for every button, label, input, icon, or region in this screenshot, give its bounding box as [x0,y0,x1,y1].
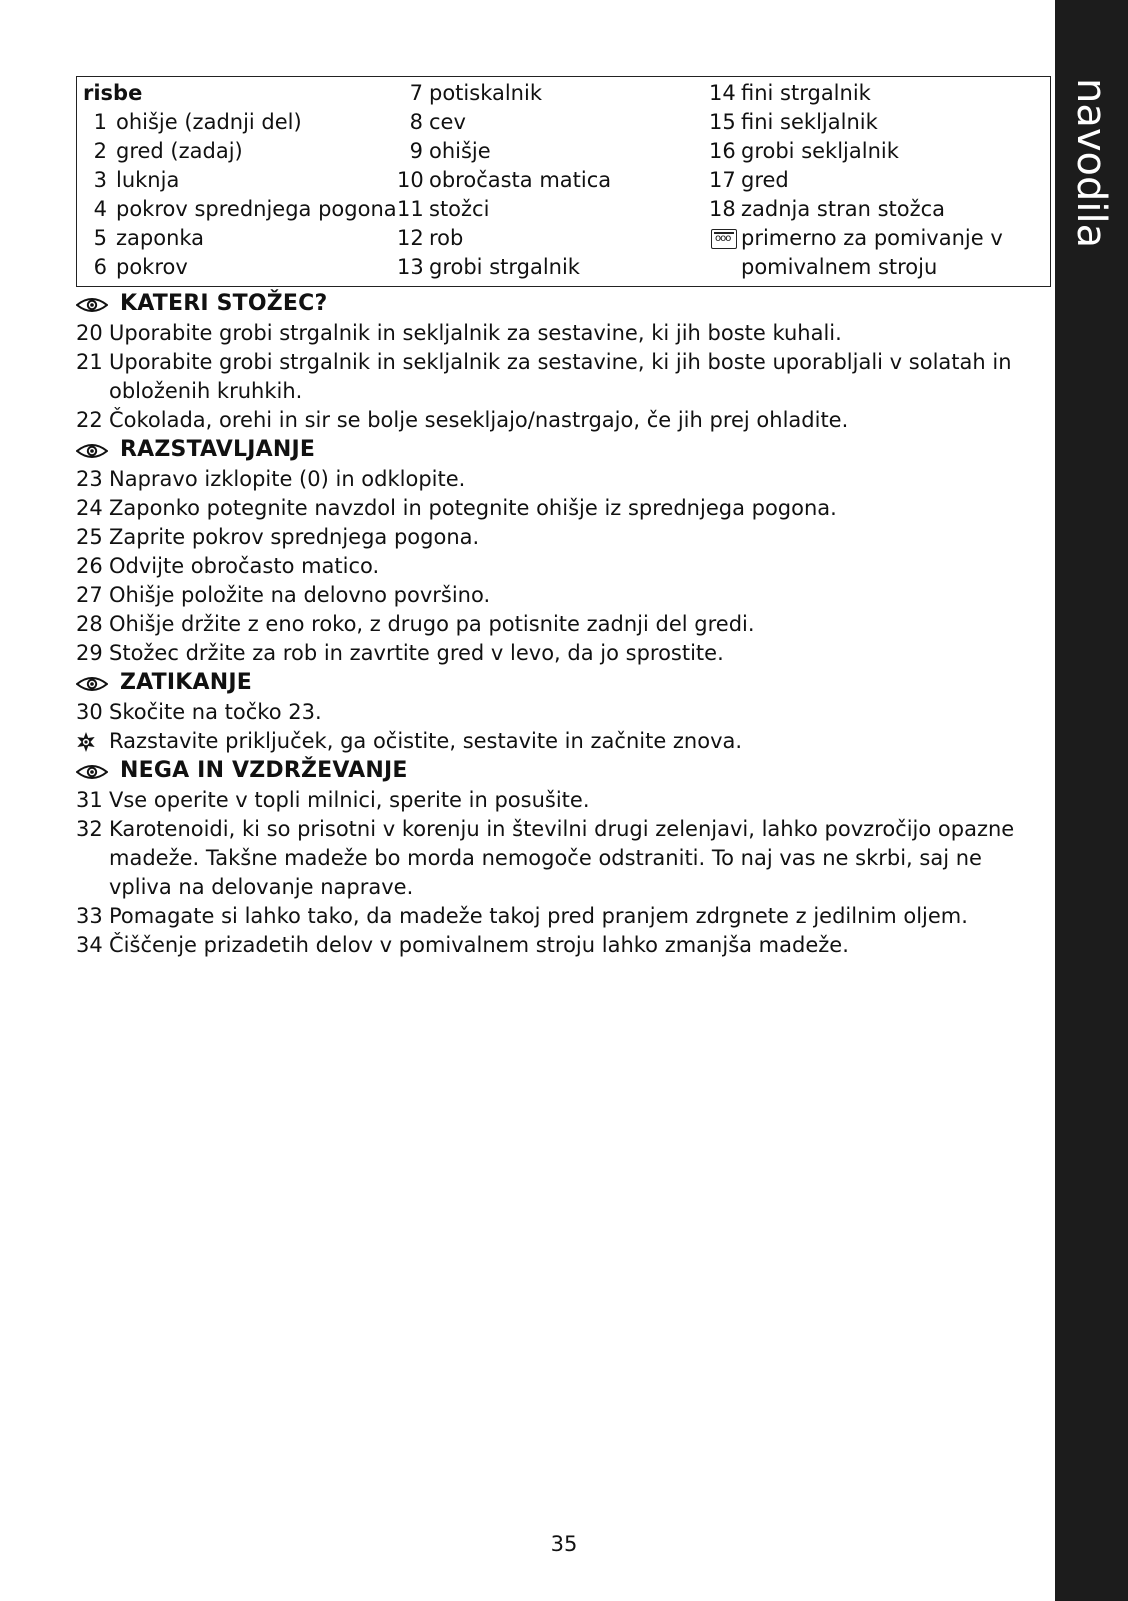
section-heading [76,668,1051,698]
instruction-text: Napravo izklopite (0) in odklopite. [109,467,466,491]
section-heading [76,289,1051,319]
legend-item-number: 13 [397,255,424,279]
instruction-item [76,581,1051,610]
instruction-item [76,406,1051,435]
eye-icon [76,764,108,780]
legend-item-label: rob [429,226,464,250]
instruction-text: Zaponko potegnite navzdol in potegnite ohišje iz sprednjega pogona. [109,496,837,520]
instruction-item [76,552,1051,581]
legend-item-label: potiskalnik [429,81,542,105]
instruction-text: Uporabite grobi strgalnik in sekljalnik za sestavine, ki jih boste kuhali. [109,321,842,345]
instruction-number: 34 [76,933,103,957]
instruction-item [76,902,1051,931]
legend-item-label: cev [429,110,466,134]
legend-item-label: luknja [116,168,180,192]
legend-item-number: 3 [93,168,107,192]
instruction-number: 22 [76,408,103,432]
instruction-item [76,348,1051,406]
section-heading-text: ZATIKANJE [120,670,252,695]
dishwasher-icon [711,229,737,249]
instruction-item [76,931,1051,960]
legend-item-label: grobi sekljalnik [741,139,899,163]
side-tab-label: navodila [1068,78,1114,249]
instruction-number: 23 [76,467,103,491]
instruction-item-tip [76,727,1051,756]
instruction-text: Čiščenje prizadetih delov v pomivalnem stroju lahko zmanjša madeže. [109,933,849,957]
parts-legend [76,76,1051,287]
legend-item-number: 10 [397,168,424,192]
legend-item-number: 18 [709,197,736,221]
instruction-item [76,319,1051,348]
legend-item-label: pokrov [116,255,188,279]
legend-item-label: fini strgalnik [741,81,871,105]
instruction-text: Pomagate si lahko tako, da madeže takoj pred pranjem zdrgnete z jedilnim oljem. [109,904,968,928]
legend-item-number: 6 [93,255,107,279]
legend-title: risbe [83,81,143,105]
instruction-text: Ohišje položite na delovno površino. [109,583,491,607]
instruction-text: Čokolada, orehi in sir se bolje sesekljajo/nastrgajo, če jih prej ohladite. [109,408,849,432]
instruction-text: Stožec držite za rob in zavrtite gred v levo, da jo sprostite. [109,641,724,665]
section-heading-text: KATERI STOŽEC? [120,291,328,316]
instruction-text: Zaprite pokrov sprednjega pogona. [109,525,480,549]
instruction-number: 28 [76,612,103,636]
instruction-number: 20 [76,321,103,345]
legend-item-number: 1 [93,110,107,134]
section-heading-text: RAZSTAVLJANJE [120,437,316,462]
legend-item-label: zadnja stran stožca [741,197,946,221]
section-heading [76,435,1051,465]
instruction-text: Skočite na točko 23. [109,700,322,724]
legend-item-number: 16 [709,139,736,163]
eye-icon [76,297,108,313]
instruction-text: Ohišje držite z eno roko, z drugo pa potisnite zadnji del gredi. [109,612,755,636]
legend-item-number: 4 [93,197,107,221]
instruction-text: Razstavite priključek, ga očistite, sestavite in začnite znova. [109,729,743,753]
legend-item-number: 8 [409,110,423,134]
legend-item-label: stožci [429,197,490,221]
dishwasher-safe-label-cont: pomivalnem stroju [741,255,938,279]
legend-item-number: 14 [709,81,736,105]
instruction-number: 30 [76,700,103,724]
instruction-number: 29 [76,641,103,665]
legend-item-label: zaponka [116,226,205,250]
instruction-number: 24 [76,496,103,520]
legend-item-label: obročasta matica [429,168,612,192]
legend-item-label: ohišje [429,139,491,163]
instruction-text: Odvijte obročasto matico. [109,554,380,578]
instruction-item [76,815,1051,902]
instruction-number: 32 [76,817,103,841]
instruction-number: 33 [76,904,103,928]
legend-item-number: 12 [397,226,424,250]
legend-item-label: ohišje (zadnji del) [116,110,302,134]
instruction-text: Uporabite grobi strgalnik in sekljalnik za sestavine, ki jih boste uporabljali v solatah in obloženih kruhkih. [109,350,1012,403]
eye-icon [76,676,108,692]
legend-item-number: 17 [709,168,736,192]
instruction-item [76,494,1051,523]
instruction-item [76,610,1051,639]
legend-item-number: 11 [397,197,424,221]
instruction-item [76,698,1051,727]
legend-item-label: gred (zadaj) [116,139,243,163]
legend-item-label: fini sekljalnik [741,110,878,134]
instruction-text: Vse operite v topli milnici, sperite in posušite. [109,788,590,812]
section-heading [76,756,1051,786]
legend-item-number: 7 [409,81,423,105]
legend-item-label: gred [741,168,789,192]
eye-icon [76,443,108,459]
dishwasher-safe-label: primerno za pomivanje v [741,226,1003,250]
star-icon [76,732,96,752]
instruction-number: 31 [76,788,103,812]
legend-item-number: 9 [409,139,423,163]
instruction-item [76,786,1051,815]
instruction-number: 21 [76,350,103,374]
instruction-number: 25 [76,525,103,549]
instruction-item [76,523,1051,552]
section-heading-text: NEGA IN VZDRŽEVANJE [120,758,408,783]
legend-item-number: 5 [93,226,107,250]
instruction-item [76,465,1051,494]
instruction-number: 27 [76,583,103,607]
instructions-content [76,289,1051,960]
instruction-text: Karotenoidi, ki so prisotni v korenju in številni drugi zelenjavi, lahko povzročijo opazne madeže. Takšne madeže bo morda nemogoče odstraniti. To naj vas ne skrbi, saj ne vpliva na delovanje naprave. [109,817,1015,899]
instruction-number: 26 [76,554,103,578]
legend-item-label: grobi strgalnik [429,255,580,279]
legend-item-label: pokrov sprednjega pogona [116,197,397,221]
instruction-item [76,639,1051,668]
page-number: 35 [550,1532,578,1556]
legend-item-number: 15 [709,110,736,134]
legend-item-number: 2 [93,139,107,163]
